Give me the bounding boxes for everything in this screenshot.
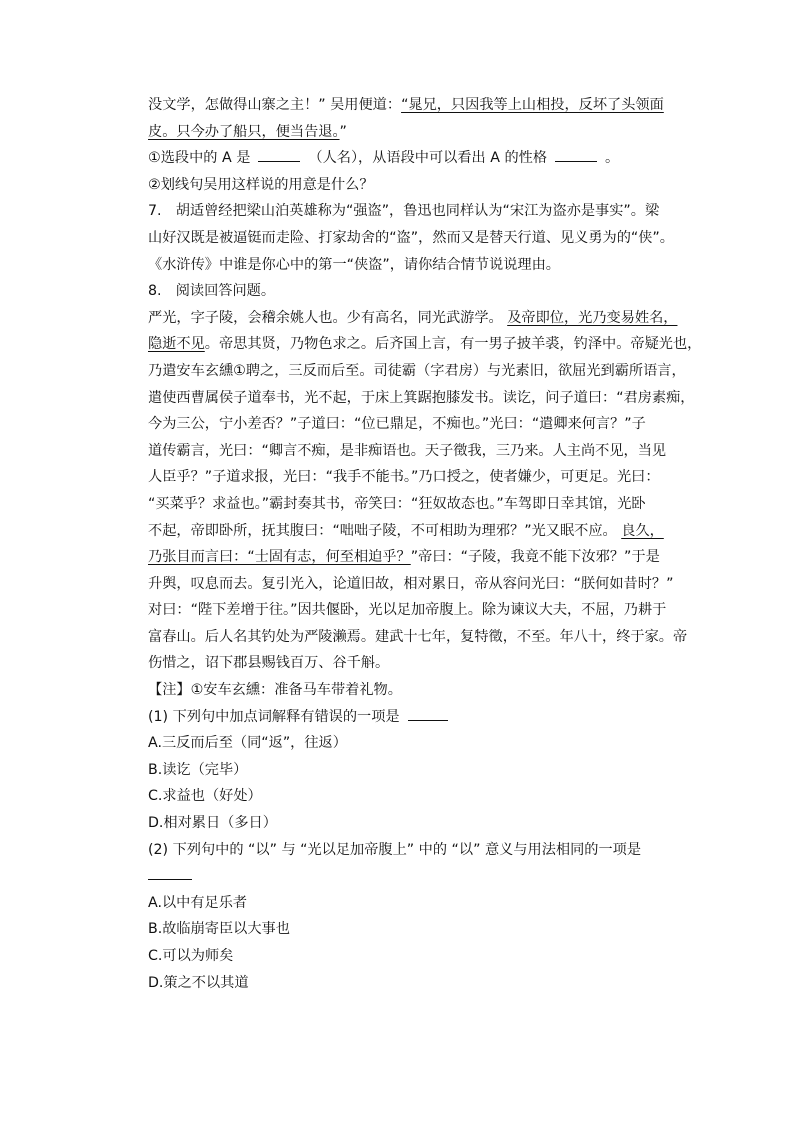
answer-blank[interactable] [148,867,192,880]
underlined-sentence: 皮。只今办了船只，便当告退。 [148,123,340,140]
option-item: D.相对累日（多日） [148,815,277,832]
option-item: C.可以为师矣 [148,948,234,964]
passage-line: 升舆，叹息而去。复引光入，论道旧故，相对累日，帝从容问光曰：“朕何如昔时？” [148,575,674,592]
excerpt-line [148,92,698,119]
excerpt-text: ” [339,123,347,140]
answer-blank[interactable] [408,708,448,721]
option-item: B.读讫（完毕） [148,761,248,778]
passage-line: 对曰：“陛下差增于往。”因共偃卧，光以足加帝腹上。除为谏议大夫，不屈，乃耕于 [148,602,667,619]
passage-line: 富春山。后人名其钓处为严陵濑焉。建武十七年，复特徵，不至。年八十，终于家。帝 [148,628,688,645]
annotation-note: 【注】①安车玄纁：准备马车带着礼物。 [148,682,402,699]
question-7-line: 《水浒传》中谁是你心中的第一“侠盗”，请你结合情节说说理由。 [148,256,560,273]
option-item: B.故临崩寄臣以大事也 [148,921,290,938]
page-content [148,92,702,996]
passage-text: 严光，字子陵，会稽余姚人也。少有高名，同光武游学。 [148,309,508,326]
passage-line: 人臣乎？”子道求报，光曰：“我手不能书。”乃口授之，使者嫌少，可更足。光曰： [148,469,660,486]
question-text: （人名），从语段中可以看出 A 的性格 [308,150,548,167]
answer-blank[interactable] [555,149,597,162]
option-item: C.求益也（好处） [148,788,262,805]
passage-line: 伤惜之，诏下郡县赐钱百万、谷千斛。 [148,655,390,672]
underlined-sentence: 隐逝不见 [148,336,205,353]
underlined-sentence: 乃张目而言曰：“士固有志，何至相迫乎？ [148,549,411,566]
question-a1 [148,145,698,172]
underlined-sentence: “晁兄，只因我等上山相投，反坏了头领面 [401,97,664,113]
passage-line: 乃遣安车玄纁①聘之，三反而后至。司徒霸（字君房）与光素旧，欲屈光到霸所语言， [148,362,686,379]
passage-line [148,305,698,332]
question-a2: ②划线句吴用这样说的用意是什么？ [148,176,374,193]
passage-line: 今为三公，宁小差否？”子道曰：“位已鼎足，不痴也。”光曰：“遣卿来何言？”子 [148,416,646,433]
question-text: (1) 下列句中加点词解释有错误的一项是 [148,708,400,725]
option-item: A.三反而后至（同“返”，往返） [148,735,347,752]
question-text: ①选段中的 A 是 [148,150,251,167]
sub-question-1-stem [148,704,698,731]
passage-text: 不起，帝即卧所，抚其腹曰：“咄咄子陵，不可相助为理邪？”光又眠不应。 [148,522,622,539]
passage-line [148,518,698,545]
underlined-sentence: 良久， [621,522,664,539]
passage-line [148,544,698,571]
option-item: D.策之不以其道 [148,974,249,991]
question-7-line: 山好汉既是被逼铤而走险、打家劫舍的“盗”，然而又是替天行道、见义勇为的“侠”。 [148,229,674,246]
answer-blank-line [148,863,698,890]
question-text: 。 [605,150,620,167]
passage-line: 道传霸言，光曰：“卿言不痴，是非痴语也。天子徵我，三乃来。人主尚不见，当见 [148,442,667,459]
sub-question-2-stem: (2) 下列句中的 “以” 与 “光以足加帝腹上” 中的 “以” 意义与用法相同的一项是 [148,841,642,858]
passage-line [148,331,702,358]
passage-line: 遣使西曹属侯子道奉书，光不起，于床上箕踞抱膝发书。读讫，问子道曰：“君房素痴， [148,389,695,406]
passage-text: 。帝思其贤，乃物色求之。后齐国上言，有一男子披羊裘，钓泽中。帝疑光也， [204,336,702,353]
answer-blank[interactable] [258,149,300,162]
excerpt-text: 没文学，怎做得山寨之主！” 吴用便道： [148,97,402,113]
option-item: A.以中有足乐者 [148,894,248,911]
passage-line: “买菜乎？求益也。”霸封奏其书，帝笑曰：“狂奴故态也。”车驾即日幸其馆，光卧 [148,495,646,512]
passage-text: ”帝曰：“子陵，我竟不能下汝邪？”于是 [410,549,660,566]
question-8-heading: 8. 阅读回答问题。 [148,283,276,300]
question-7-line: 7. 胡适曾经把梁山泊英雄称为“强盗”，鲁迅也同样认为“宋江为盗亦是事实”。梁 [148,203,660,220]
excerpt-line [148,119,698,146]
underlined-sentence: 及帝即位，光乃变易姓名， [507,309,678,326]
